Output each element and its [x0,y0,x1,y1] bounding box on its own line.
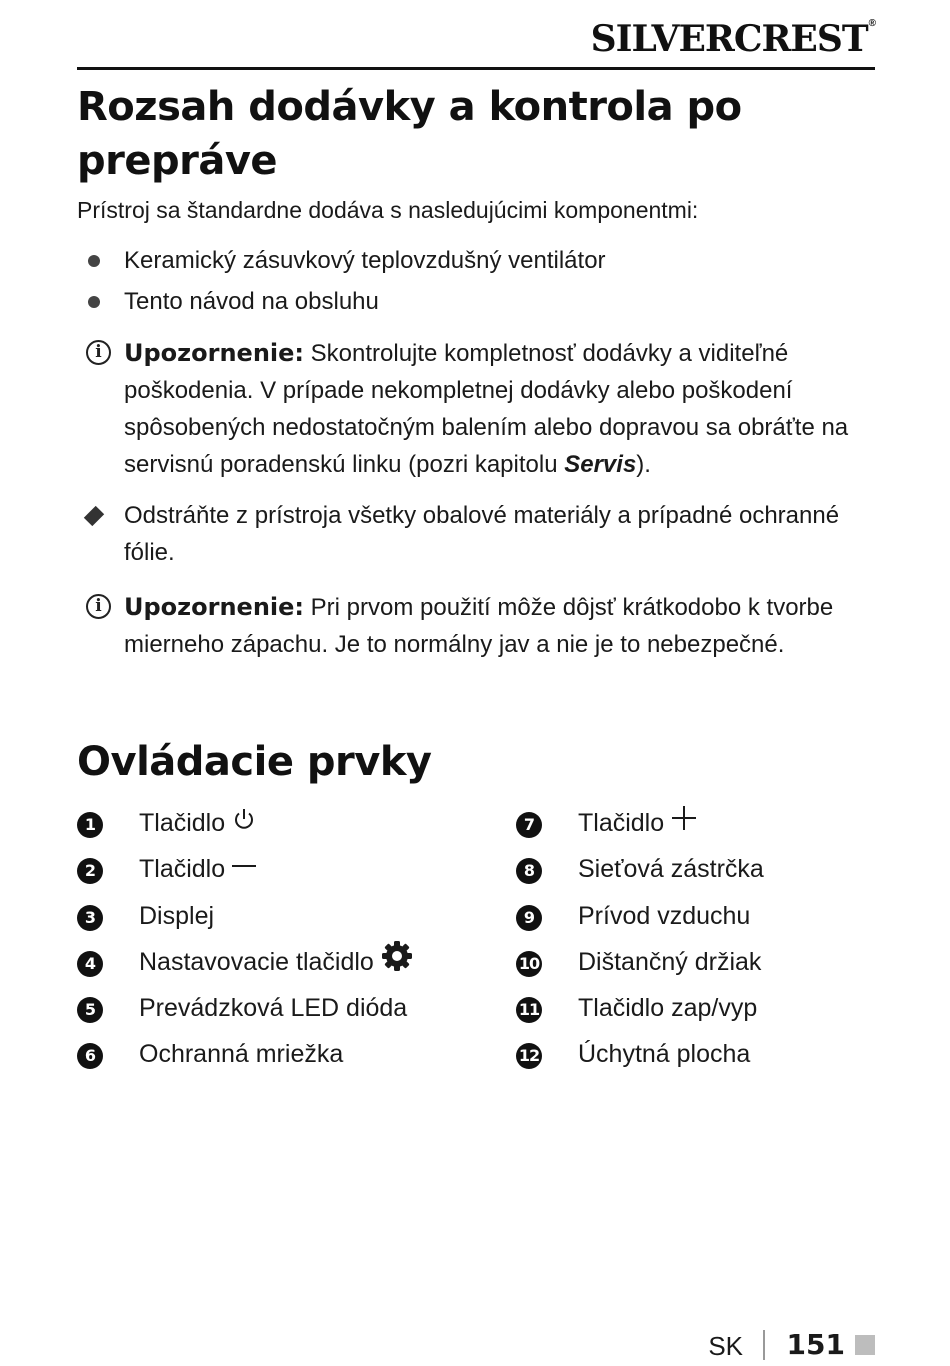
page-marker-square [855,1335,875,1355]
item-number: 8 [516,858,542,884]
control-item [516,846,875,892]
control-label: Prevádzková LED dióda [139,994,408,1023]
intro-text: Prístroj sa štandardne dodáva s nasledujúcimi komponentmi: [77,197,699,223]
plus-icon [670,801,698,847]
brand-logo [591,18,875,60]
gear-icon [380,939,414,988]
list-item-label: Tento návod na obsluhu [124,288,379,315]
control-label: Nastavovacie tlačidlo [139,948,374,976]
footer-divider [763,1330,765,1360]
note-check-delivery [77,335,875,483]
controls-column-left [77,800,497,1078]
control-label: Úchytná plocha [578,1040,751,1069]
registered-mark: ® [868,18,875,29]
control-label-wrap [139,800,257,847]
control-label: Sieťová zástrčka [578,855,764,884]
note-body: Skontrolujte kompletnosť dodávky a viditeľné poškodenia. V prípade nekompletnej dodávky alebo poškodení spôsobených nedostatočným balením alebo dopravou sa obráťte na servisnú poradenskú linku (pozri kapitolu [124,340,849,478]
bullet-icon [88,255,100,267]
control-item [516,939,875,985]
list-item [77,240,606,281]
item-number: 10 [516,951,542,977]
header-rule [77,67,875,70]
note-tail: ). [636,451,651,478]
language-code: SK [708,1331,743,1361]
info-icon: i [86,594,111,619]
brand-name: SILVERCREST [590,18,868,60]
bullet-icon [88,296,100,308]
list-item-label: Keramický zásuvkový teplovzdušný ventilátor [124,247,606,274]
control-item [77,985,497,1031]
note-text [77,335,875,483]
note-ref: Servis [564,451,637,478]
control-item [516,893,875,939]
item-number: 7 [516,812,542,838]
step-text: Odstráňte z prístroja všetky obalové materiály a prípadné ochranné fólie. [124,502,840,566]
controls-column-right [516,800,875,1078]
control-item [516,800,875,846]
control-label: Prívod vzduchu [578,901,751,930]
control-label: Dištančný držiak [578,947,762,976]
item-number: 1 [77,812,103,838]
item-number: 5 [77,997,103,1023]
item-number: 4 [77,951,103,977]
control-item [77,893,497,939]
control-item [77,939,497,985]
note-label: Upozornenie: [124,593,304,621]
control-label-wrap [139,846,257,893]
control-label: Ochranná mriežka [139,1040,344,1069]
page-number: 151 [786,1328,845,1361]
note-odor [77,589,875,663]
note-text [77,589,875,663]
item-number: 11 [516,997,542,1023]
power-icon [231,801,257,847]
item-number: 9 [516,905,542,931]
item-number: 2 [77,858,103,884]
minus-icon [231,848,257,894]
control-item [77,1031,497,1077]
section-title-delivery: Rozsah dodávky a kontrola po prepráve [77,84,742,184]
control-item [516,1031,875,1077]
control-label: Tlačidlo [139,855,226,884]
note-body: Pri prvom použití môže dôjsť krátkodobo k tvorbe mierneho zápachu. Je to normálny jav a nie je to nebezpečné. [124,594,834,658]
control-item [77,846,497,892]
section-title-controls: Ovládacie prvky [77,739,432,785]
control-label-wrap [578,800,698,847]
instruction-step [77,497,875,571]
item-number: 12 [516,1043,542,1069]
control-item [516,985,875,1031]
control-item [77,800,497,846]
list-item [77,281,606,322]
item-number: 3 [77,905,103,931]
delivery-list [77,240,606,322]
control-label: Displej [139,901,215,930]
control-label: Tlačidlo [578,809,665,837]
item-number: 6 [77,1043,103,1069]
note-label: Upozornenie: [124,339,304,367]
info-icon: i [86,340,111,365]
control-label: Tlačidlo [139,809,226,837]
control-label-wrap [139,939,414,988]
control-label: Tlačidlo zap/vyp [578,994,758,1023]
